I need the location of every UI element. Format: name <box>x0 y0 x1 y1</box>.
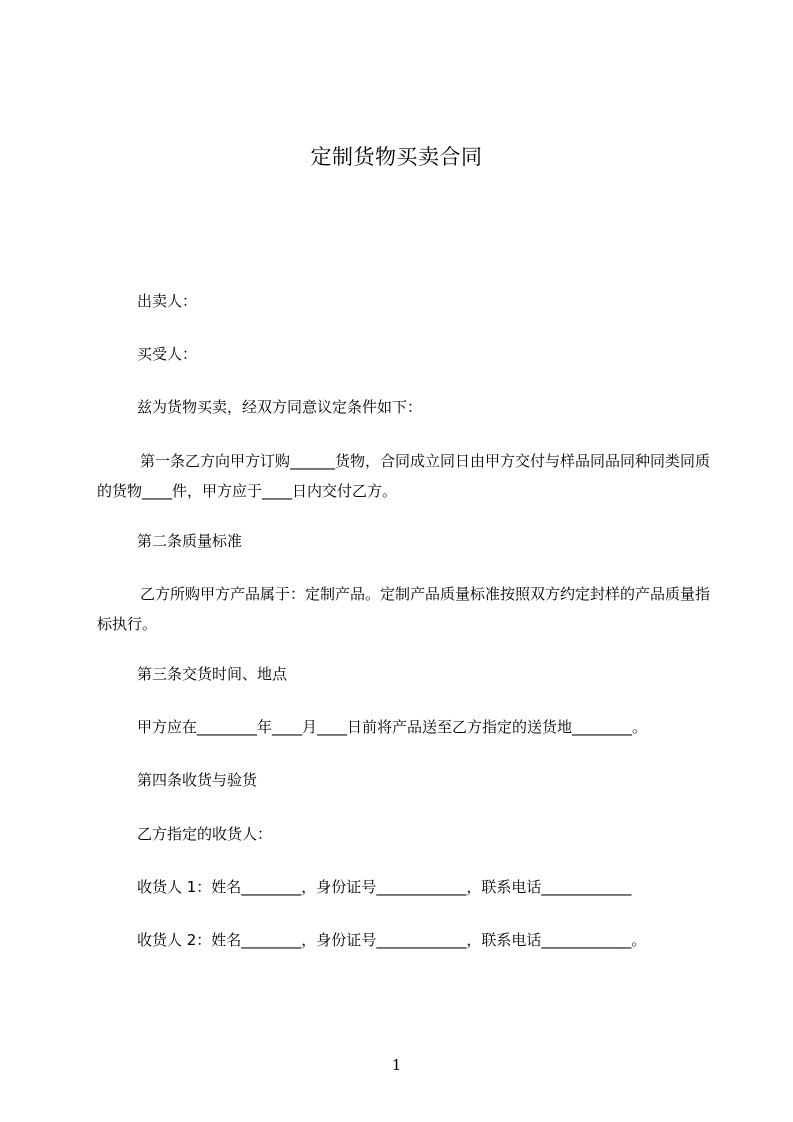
consignee-2-line: 收货人 2：姓名________，身份证号____________，联系电话____________。 <box>137 931 647 949</box>
article-3-body: 甲方应在________年____月____日前将产品送至乙方指定的送货地________。 <box>137 718 648 736</box>
article-1-text: 第一条乙方向甲方订购______货物，合同成立同日由甲方交付与样品同品同种同类同质的货物____件，甲方应于____日内交付乙方。 <box>97 452 711 500</box>
page-number: 1 <box>391 1056 402 1074</box>
buyer-line: 买受人： <box>137 345 198 363</box>
article-3-heading: 第三条交货时间、地点 <box>137 665 288 683</box>
article-2-body-text: 乙方所购甲方产品属于：定制产品。定制产品质量标准按照双方约定封样的产品质量指标执行。 <box>97 585 711 633</box>
consignee-1-line: 收货人 1：姓名________，身份证号____________，联系电话____________ <box>137 878 632 896</box>
article-4-heading: 第四条收货与验货 <box>137 771 258 789</box>
document-title: 定制货物买卖合同 <box>310 145 483 169</box>
article-2-body <box>97 579 717 639</box>
intro-line: 兹为货物买卖，经双方同意议定条件如下： <box>137 398 423 416</box>
article-1 <box>97 446 717 506</box>
article-2-heading: 第二条质量标准 <box>137 532 243 550</box>
seller-line: 出卖人： <box>137 292 198 310</box>
consignee-intro: 乙方指定的收货人： <box>137 825 273 843</box>
